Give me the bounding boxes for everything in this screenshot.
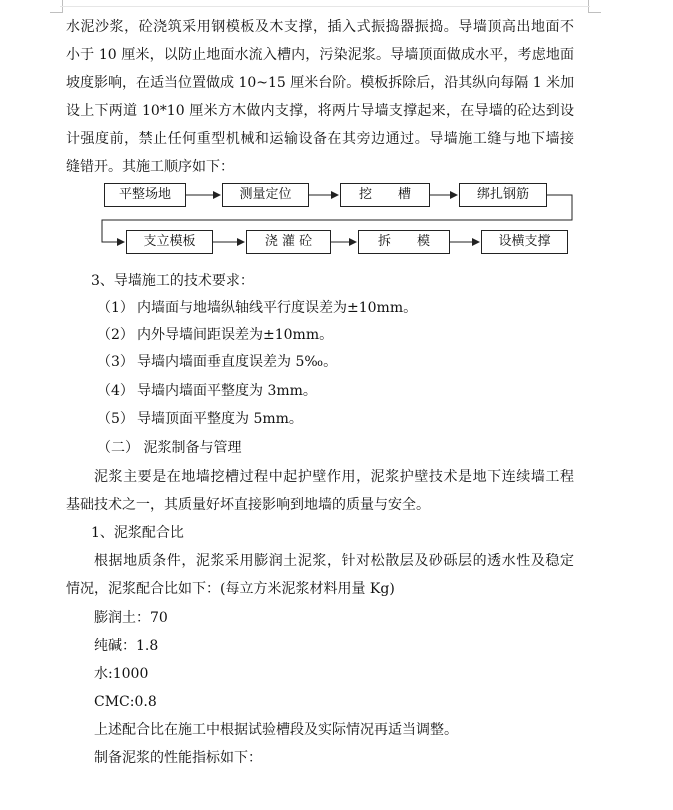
flow-step-tie-rebar: 绑扎钢筋 — [459, 183, 547, 207]
flow-step-erect-formwork: 支立模板 — [126, 230, 213, 254]
paragraph-line: 根据地质条件，泥浆采用膨润土泥浆，针对松散层及砂砾层的透水性及稳定 — [94, 553, 574, 569]
flow-step-survey-layout: 测量定位 — [222, 183, 309, 207]
paragraph-line: 泥浆主要是在地墙挖槽过程中起护壁作用，泥浆护壁技术是地下连续墙工程 — [94, 469, 574, 485]
mix-ratio-item: CMC:0.8 — [94, 694, 157, 710]
subsection-heading: 1、泥浆配合比 — [91, 525, 184, 541]
list-item: 导墙内墙面平整度为 3mm。 — [137, 383, 317, 399]
paragraph-line: 小于 10 厘米，以防止地面水流入槽内，污染泥浆。导墙顶面做成水平，考虑地面 — [66, 47, 574, 63]
list-item: 导墙内墙面垂直度误差为 5‰。 — [137, 354, 338, 370]
mix-ratio-item: 膨润土：70 — [94, 610, 168, 626]
list-number: （3） — [97, 354, 134, 370]
list-item: 内墙面与地墙纵轴线平行度误差为±10mm。 — [137, 300, 418, 316]
flow-step-install-bracing: 设横支撑 — [481, 230, 568, 254]
paragraph-line: 情况，泥浆配合比如下：(每立方米泥浆材料用量 Kg) — [66, 581, 395, 597]
paragraph-line: 计强度前，禁止任何重型机械和运输设备在其旁边通过。导墙施工缝与地下墙接 — [66, 131, 574, 147]
paragraph-line: 水泥沙浆，砼浇筑采用钢模板及木支撑，插入式振捣器振捣。导墙顶高出地面不 — [66, 19, 574, 35]
list-item: 内外导墙间距误差为±10mm。 — [137, 327, 334, 343]
list-number: （5） — [97, 411, 134, 427]
paragraph-line: 设上下两道 10*10 厘米方木做内支撑，将两片导墙支撑起来，在导墙的砼达到设 — [66, 103, 574, 119]
section-heading: 3、导墙施工的技术要求： — [91, 273, 254, 289]
list-number: （2） — [97, 327, 134, 343]
flow-step-pour-concrete: 浇 灌 砼 — [246, 230, 331, 254]
list-number: （1） — [97, 300, 134, 316]
flow-step-remove-formwork: 拆 模 — [358, 230, 450, 254]
paragraph-line: 缝错开。其施工顺序如下： — [66, 159, 234, 175]
mix-ratio-item: 水:1000 — [94, 666, 149, 682]
paragraph-line: 坡度影响，在适当位置做成 10~15 厘米台阶。模板拆除后，沿其纵向每隔 1 米加 — [66, 75, 575, 91]
section-heading: （二） 泥浆制备与管理 — [97, 440, 242, 456]
paragraph-line: 基础技术之一，其质量好坏直接影响到地墙的质量与安全。 — [66, 497, 430, 513]
paragraph-line: 制备泥浆的性能指标如下： — [94, 750, 262, 766]
flow-step-excavate-trench: 挖 槽 — [340, 183, 430, 207]
paragraph-line: 上述配合比在施工中根据试验槽段及实际情况再适当调整。 — [94, 722, 458, 738]
mix-ratio-item: 纯碱：1.8 — [94, 638, 159, 654]
flowchart-connectors — [0, 0, 673, 270]
list-item: 导墙顶面平整度为 5mm。 — [137, 411, 303, 427]
list-number: （4） — [97, 383, 134, 399]
flow-step-level-site: 平整场地 — [104, 183, 186, 207]
